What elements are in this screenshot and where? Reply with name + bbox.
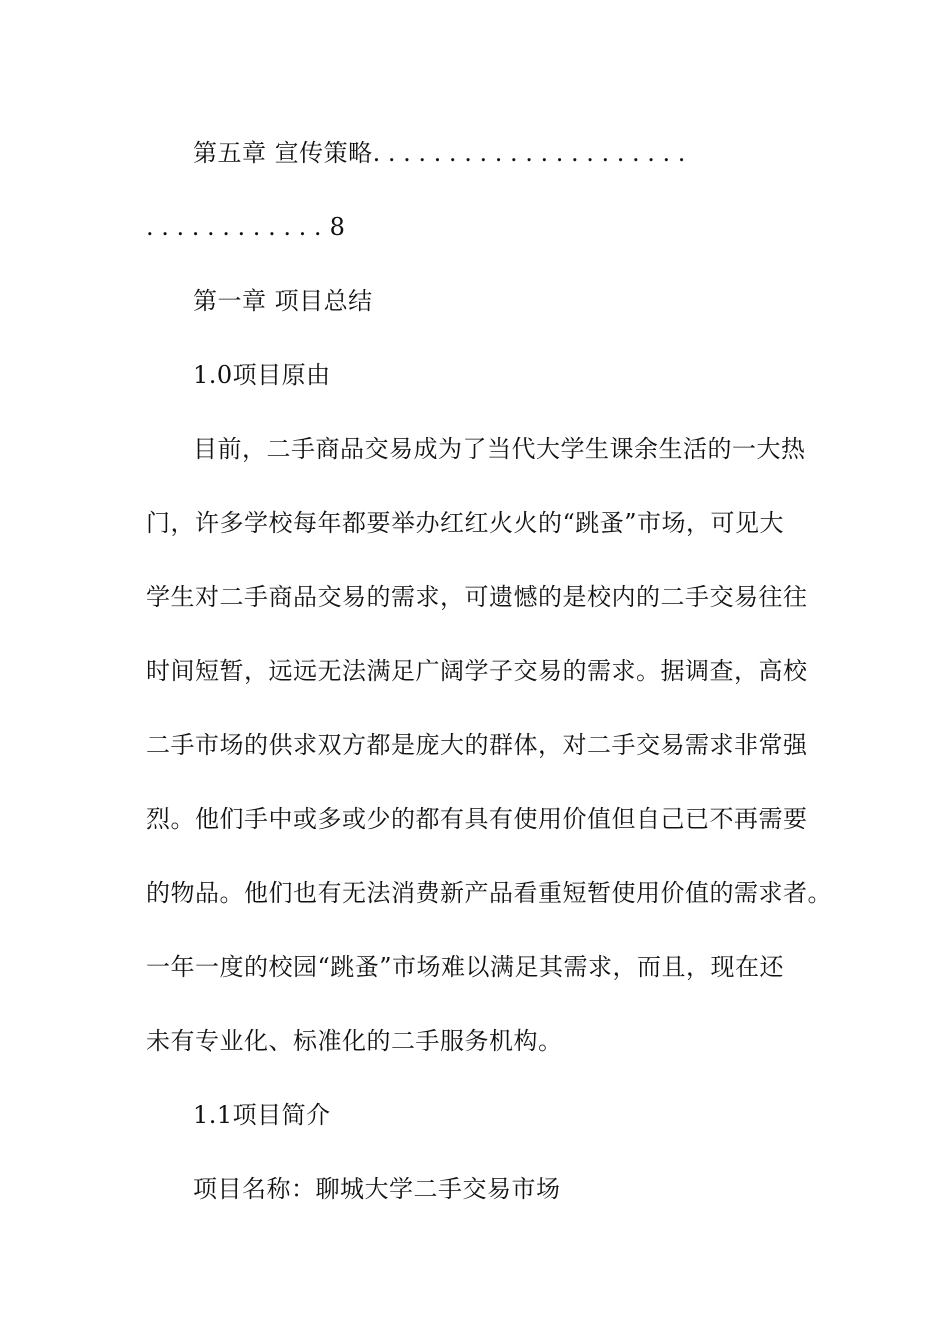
toc-entry bbox=[193, 138, 685, 168]
paragraph-line: 的物品。他们也有无法消费新产品看重短暂使用价值的需求者。 bbox=[146, 879, 832, 907]
paragraph-line: 一年一度的校园“跳蚤”市场难以满足其需求，而且，现在还 bbox=[146, 953, 785, 981]
paragraph-line: 未有专业化、标准化的二手服务机构。 bbox=[146, 1027, 563, 1055]
paragraph-line: 学生对二手商品交易的需求，可遗憾的是校内的二手交易往往 bbox=[146, 583, 808, 611]
paragraph-line: 时间短暂，远远无法满足广阔学子交易的需求。据调查，高校 bbox=[146, 657, 808, 685]
section-heading-1-1: 1.1项目简介 bbox=[193, 1101, 331, 1129]
project-name-line: 项目名称：聊城大学二手交易市场 bbox=[193, 1175, 561, 1203]
paragraph-line: 二手市场的供求双方都是庞大的群体，对二手交易需求非常强 bbox=[146, 731, 808, 759]
toc-page-number: 8 bbox=[329, 213, 346, 241]
section-heading-1-0: 1.0项目原由 bbox=[193, 361, 331, 389]
toc-entry-title: 第五章 宣传策略 bbox=[193, 139, 373, 167]
toc-leader-dots-continued: . . . . . . . . . . . . bbox=[146, 213, 322, 241]
toc-leader-dots: . . . . . . . . . . . . . . . . . . . . . bbox=[372, 139, 686, 167]
chapter-title: 第一章 项目总结 bbox=[193, 287, 373, 315]
toc-entry-continuation bbox=[146, 212, 345, 242]
paragraph-line: 烈。他们手中或多或少的都有具有使用价值但自己已不再需要 bbox=[146, 805, 808, 833]
paragraph-line: 目前，二手商品交易成为了当代大学生课余生活的一大热 bbox=[193, 435, 806, 463]
paragraph-line: 门，许多学校每年都要举办红红火火的“跳蚤”市场，可见大 bbox=[146, 509, 785, 537]
